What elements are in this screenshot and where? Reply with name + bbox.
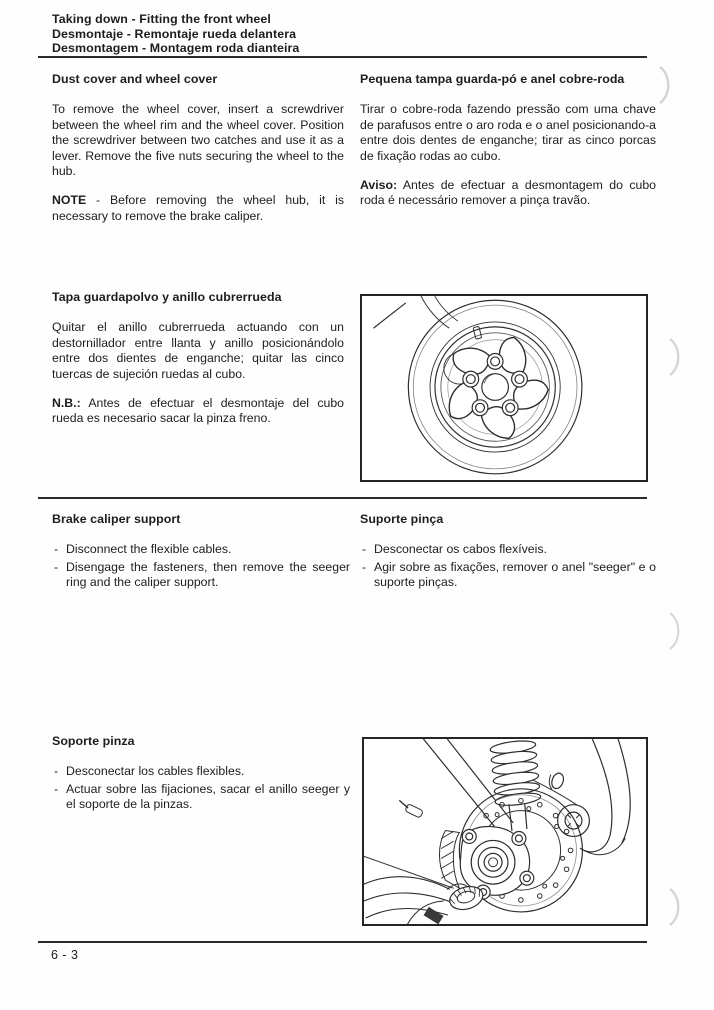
bullet-item: - Disengage the fasteners, then remove the seeger ring and the caliper support. [52, 560, 350, 591]
section-heading: Soporte pinza [52, 734, 135, 748]
note-label: NOTE [52, 193, 87, 208]
section-heading: Dust cover and wheel cover [52, 72, 218, 86]
scan-artifact-icon [656, 64, 676, 106]
page-header [52, 12, 612, 56]
section-heading: Brake caliper support [52, 512, 181, 526]
section-heading: Tapa guardapolvo y anillo cubrerrueda [52, 290, 282, 304]
bullet-list [52, 542, 350, 590]
section-dust-cover-en [52, 72, 344, 224]
front-wheel-line-drawing-icon [362, 296, 646, 480]
bullet-list [360, 542, 656, 590]
note-label: Aviso: [360, 178, 398, 193]
page-number: 6 - 3 [51, 948, 79, 962]
section-dust-cover-pt [360, 72, 656, 209]
section-divider-rule [38, 497, 647, 499]
section-heading: Pequena tampa guarda-pó e anel cobre-roda [360, 72, 625, 86]
note-text: - Before removing the wheel hub, it is necessary to remove the brake caliper. [52, 193, 344, 223]
scan-artifact-icon [666, 336, 686, 378]
bullet-item: - Actuar sobre las fijaciones, sacar el anillo seeger y el soporte de la pinzas. [52, 782, 350, 813]
front-wheel-figure [360, 294, 648, 482]
section-caliper-support-pt [360, 512, 656, 593]
scan-artifact-icon [666, 886, 686, 928]
note-text: Antes de efectuar el desmontaje del cubo rueda es necesario sacar la pinza freno. [52, 396, 344, 426]
section-dust-cover-es [52, 290, 344, 427]
header-rule [38, 56, 647, 58]
scan-artifact-icon [666, 610, 686, 652]
note-label: N.B.: [52, 396, 81, 411]
body-paragraph: Tirar o cobre-roda fazendo pressão com uma chave de parafusos entre o aro roda e o anel posicionando-a entre dois dentes de enganche; tirar as cinco porcas de fixação rodas ao cubo. [360, 102, 657, 163]
section-caliper-support-en [52, 512, 350, 593]
header-title-es: Desmontaje - Remontaje rueda delantera [52, 26, 297, 41]
bullet-item: - Desconectar los cables flexibles. [52, 764, 350, 779]
bullet-item: - Agir sobre as fixações, remover o anel "seeger" e o suporte pinças. [360, 560, 656, 591]
section-heading: Suporte pinça [360, 512, 444, 526]
bullet-item: - Desconectar os cabos flexíveis. [360, 542, 656, 557]
note-paragraph [52, 193, 344, 224]
header-title-en: Taking down - Fitting the front wheel [52, 12, 271, 26]
note-text: Antes de efectuar a desmontagem do cubo roda é necessário remover a pinça travão. [360, 178, 656, 208]
note-paragraph [360, 178, 656, 209]
brake-disc-hub-assembly-drawing-icon [364, 739, 646, 924]
brake-assembly-figure [362, 737, 648, 926]
note-paragraph [52, 396, 344, 427]
footer-rule [38, 941, 647, 943]
section-caliper-support-es [52, 734, 350, 815]
header-title-pt: Desmontagem - Montagem roda dianteira [52, 41, 300, 56]
bullet-list [52, 764, 350, 812]
body-paragraph: To remove the wheel cover, insert a screwdriver between the wheel rim and the wheel cover. Position the screwdriver between two catches and use it as a lever. Remove the five nuts securing the wheel to the hub. [52, 102, 344, 179]
bullet-item: - Disconnect the flexible cables. [52, 542, 350, 557]
body-paragraph: Quitar el anillo cubrerrueda actuando con un destornillador entre llanta y anillo posicionándolo entre dos dientes de enganche; quitar las cinco tuercas de sujeción ruedas al cubo. [52, 320, 344, 381]
